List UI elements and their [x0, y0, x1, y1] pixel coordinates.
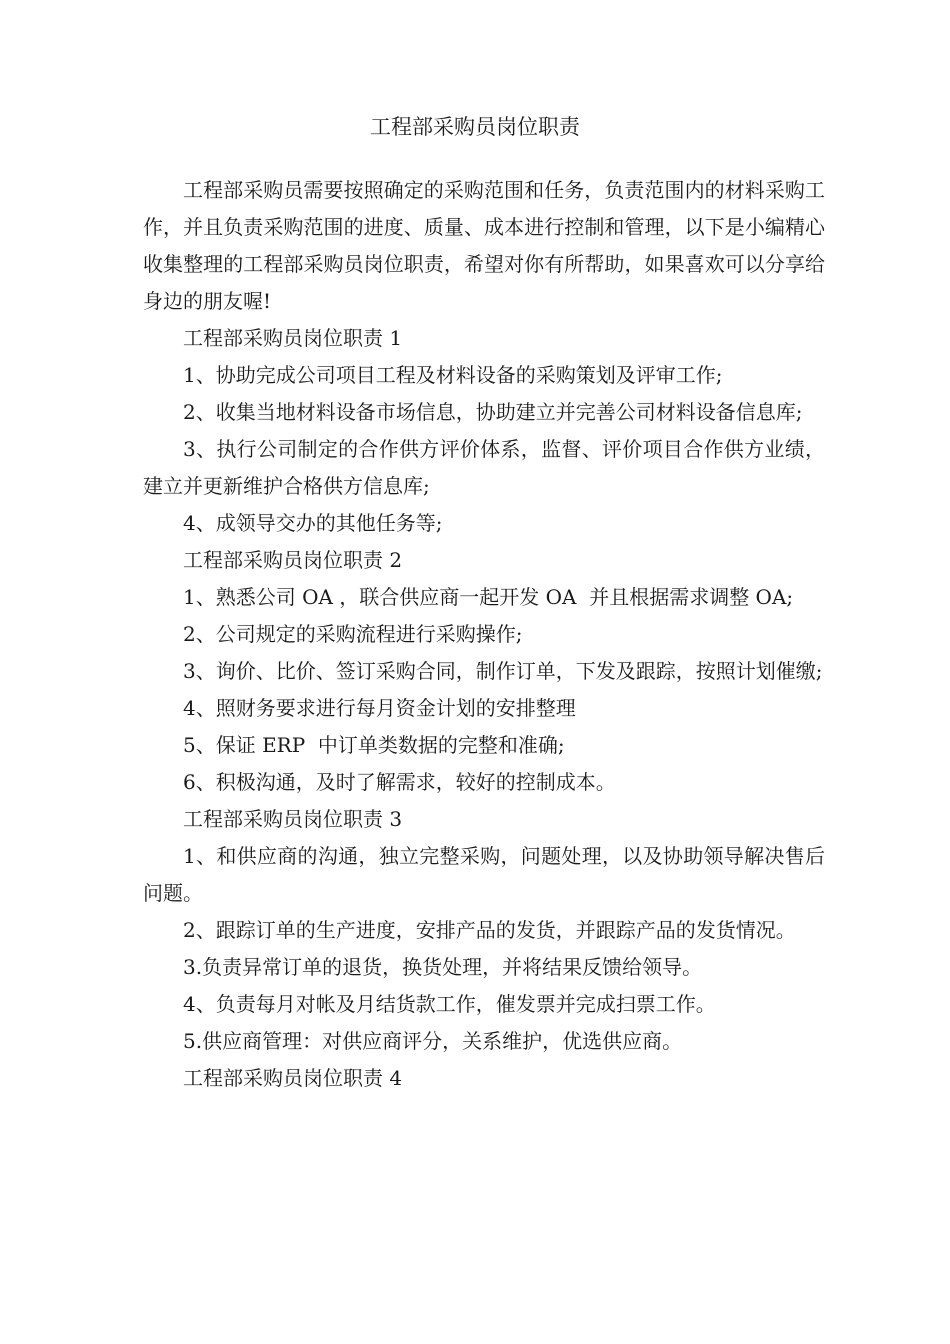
section-heading-3: 工程部采购员岗位职责 3 [183, 807, 403, 831]
section-heading-1: 工程部采购员岗位职责 1 [183, 326, 403, 350]
document-body [143, 172, 825, 1097]
list-item: 3、询价、比价、签订采购合同，制作订单，下发及跟踪，按照计划催缴; [183, 659, 823, 683]
list-item: 2、跟踪订单的生产进度，安排产品的发货，并跟踪产品的发货情况。 [183, 918, 796, 942]
list-item: 4、负责每月对帐及月结货款工作，催发票并完成扫票工作。 [183, 992, 716, 1016]
list-item: 5.供应商管理：对供应商评分，关系维护，优选供应商。 [183, 1029, 683, 1053]
section-heading-2: 工程部采购员岗位职责 2 [183, 548, 403, 572]
list-item: 2、公司规定的采购流程进行采购操作; [183, 622, 523, 646]
intro-paragraph: 工程部采购员需要按照确定的采购范围和任务，负责范围内的材料采购工作，并且负责采购范围的进度、质量、成本进行控制和管理，以下是小编精心收集整理的工程部采购员岗位职责，希望对你有所帮助，如果喜欢可以分享给身边的朋友喔! [143, 178, 825, 313]
list-item: 5、保证 ERP 中订单类数据的完整和准确; [183, 733, 565, 757]
section-heading-4: 工程部采购员岗位职责 4 [183, 1066, 403, 1090]
document-title: 工程部采购员岗位职责 [370, 115, 580, 139]
list-item: 3、执行公司制定的合作供方评价体系，监督、评价项目合作供方业绩，建立并更新维护合格供方信息库; [143, 437, 825, 498]
list-item: 3.负责异常订单的退货，换货处理，并将结果反馈给领导。 [183, 955, 703, 979]
list-item: 4、成领导交办的其他任务等; [183, 511, 443, 535]
list-item: 1、协助完成公司项目工程及材料设备的采购策划及评审工作; [183, 363, 723, 387]
list-item: 6、积极沟通，及时了解需求，较好的控制成本。 [183, 770, 616, 794]
list-item: 2、收集当地材料设备市场信息，协助建立并完善公司材料设备信息库; [183, 400, 803, 424]
list-item: 4、照财务要求进行每月资金计划的安排整理 [183, 696, 576, 720]
list-item: 1、和供应商的沟通，独立完整采购，问题处理，以及协助领导解决售后问题。 [143, 844, 825, 905]
list-item: 1、熟悉公司 OA ，联合供应商一起开发 OA 并且根据需求调整 OA; [183, 585, 794, 609]
